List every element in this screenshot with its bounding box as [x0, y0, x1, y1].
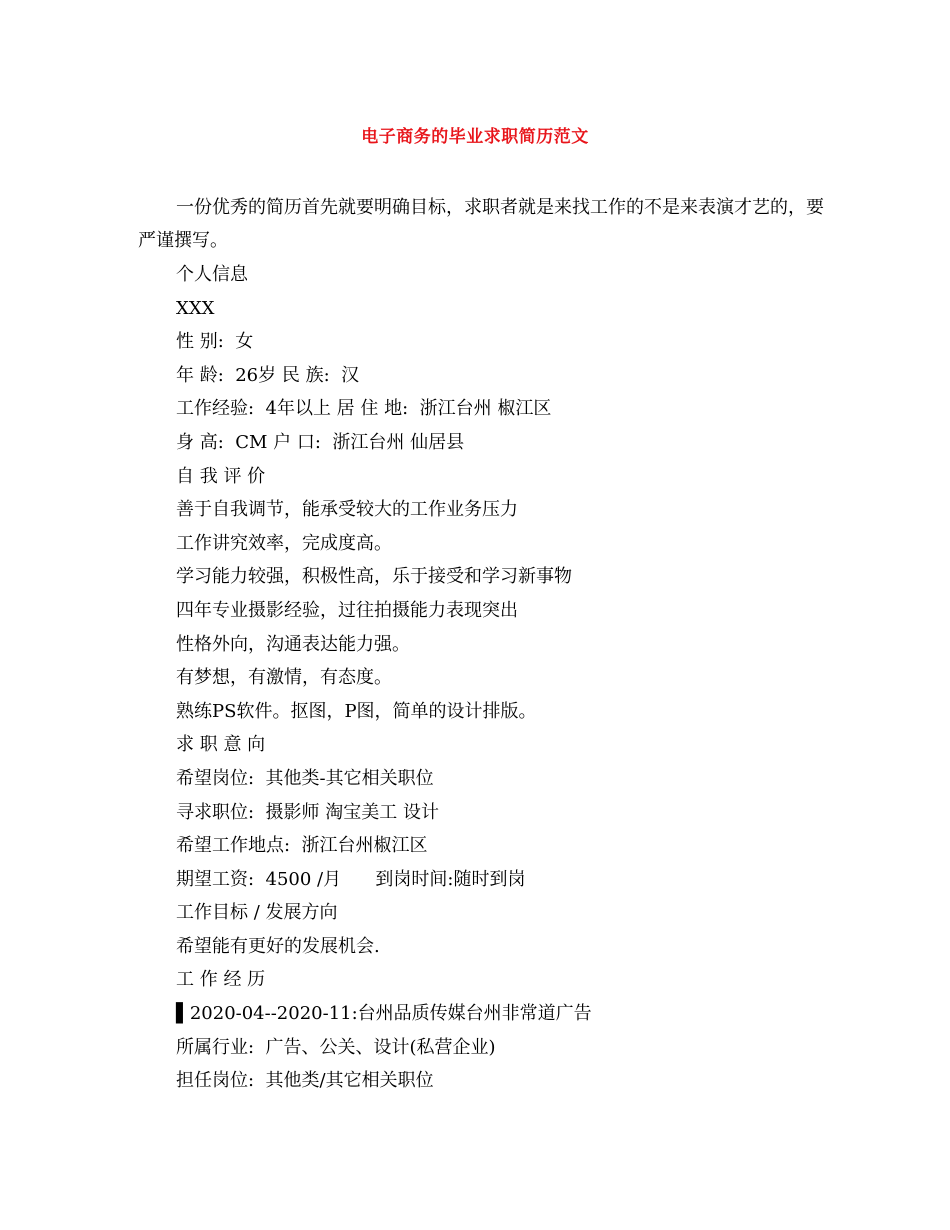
age-ethnicity-line: 年 龄: 26岁 民 族: 汉 [176, 364, 360, 386]
self-evaluation-line: 熟练PS软件。抠图，P图，简单的设计排版。 [176, 700, 537, 722]
intro-paragraph: 一份优秀的简历首先就要明确目标，求职者就是来找工作的不是来表演才艺的，要严谨撰写。 [138, 197, 824, 251]
salary-availability-line: 期望工资: 4500 /月 到岗时间:随时到岗 [176, 868, 526, 890]
gender-line: 性 别: 女 [176, 331, 254, 353]
self-evaluation-line: 有梦想，有激情，有态度。 [176, 667, 392, 689]
section-heading-self-evaluation: 自 我 评 价 [176, 465, 266, 487]
experience-residence-line: 工作经验: 4年以上 居 住 地: 浙江台州 椒江区 [176, 398, 552, 420]
sought-position-line: 寻求职位: 摄影师 淘宝美工 设计 [176, 801, 439, 823]
height-hukou-line: 身 高: CM 户 口: 浙江台州 仙居县 [176, 431, 465, 453]
self-evaluation-line: 学习能力较强，积极性高，乐于接受和学习新事物 [176, 566, 572, 588]
career-goal-line: 希望能有更好的发展机会. [176, 935, 380, 957]
self-evaluation-line: 四年专业摄影经验，过往拍摄能力表现突出 [176, 599, 518, 621]
section-heading-job-intention: 求 职 意 向 [176, 734, 266, 756]
industry-line: 所属行业: 广告、公关、设计(私营企业) [176, 1036, 496, 1058]
section-heading-personal-info: 个人信息 [176, 264, 248, 285]
self-evaluation-line: 性格外向，沟通表达能力强。 [176, 633, 410, 655]
section-heading-work-experience: 工 作 经 历 [176, 969, 266, 991]
resume-lines [176, 258, 592, 1098]
self-evaluation-line: 工作讲究效率，完成度高。 [176, 532, 392, 554]
desired-location-line: 希望工作地点: 浙江台州椒江区 [176, 835, 428, 857]
work-experience-entry: ▌2020-04--2020-11:台州品质传媒台州非常道广告 [176, 1003, 592, 1025]
name-line: XXX [176, 297, 215, 319]
document-title: 电子商务的毕业求职简历范文 [361, 127, 589, 147]
desired-position-line: 希望岗位: 其他类-其它相关职位 [176, 767, 434, 789]
self-evaluation-line: 善于自我调节，能承受较大的工作业务压力 [176, 499, 518, 521]
career-goal-heading: 工作目标 / 发展方向 [176, 902, 338, 924]
position-held-line: 担任岗位: 其他类/其它相关职位 [176, 1070, 434, 1092]
